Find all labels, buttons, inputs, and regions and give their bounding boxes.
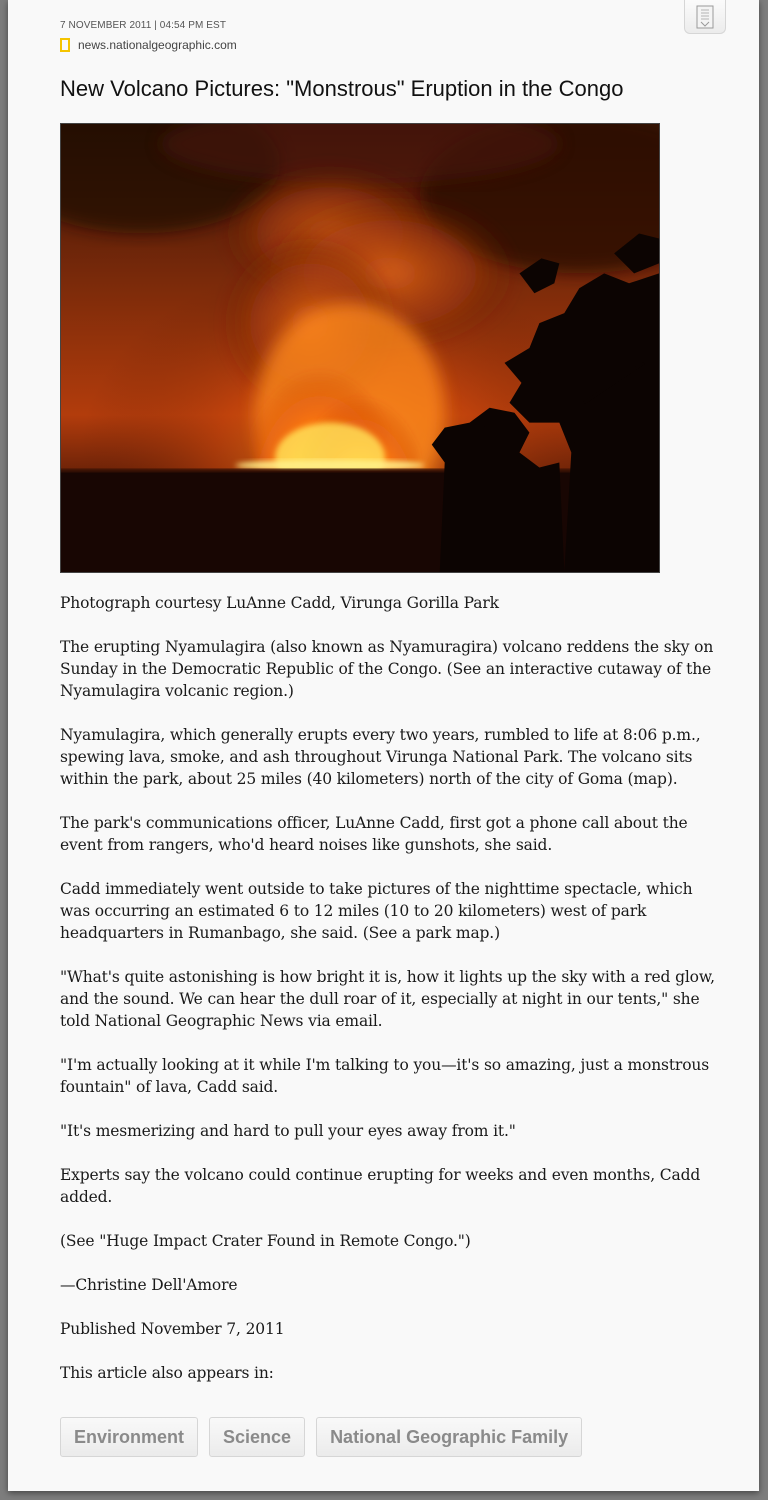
bookmark-icon	[696, 5, 714, 29]
paragraph: "It's mesmerizing and hard to pull your eyes away from it."	[60, 1122, 516, 1140]
paragraph: The park's communications officer, LuAnne Cadd, first got a phone call about the event from rangers, who'd heard noises like gunshots, she said.	[60, 814, 688, 854]
paragraph: "I'm actually looking at it while I'm talking to you—it's so amazing, just a monstrous fountain" of lava, Cadd said.	[60, 1056, 710, 1096]
author-byline: —Christine Dell'Amore	[60, 1276, 238, 1294]
paragraph: Nyamulagira, which generally erupts every two years, rumbled to life at 8:06 p.m., spewing lava, smoke, and ash throughout Virunga National Park. The volcano sits within the park, about 25 miles (40 kilometers) north of the city of Goma (map).	[60, 726, 701, 788]
nat-geo-logo-icon	[60, 38, 70, 52]
paragraph: "What's quite astonishing is how bright it is, how it lights up the sky with a red glow, and the sound. We can hear the dull roar of it, especially at night in our tents," she told National Geographic News via email.	[60, 968, 715, 1030]
reader-page	[8, 0, 759, 1491]
dateline: 7 NOVEMBER 2011 | 04:54 PM EST	[60, 20, 227, 31]
paragraph: Cadd immediately went outside to take pictures of the nighttime spectacle, which was occurring an estimated 6 to 12 miles (10 to 20 kilometers) west of park headquarters in Rumanbago, she said. (See a park map.)	[60, 880, 693, 942]
paragraph: (See "Huge Impact Crater Found in Remote Congo.")	[60, 1232, 471, 1250]
also-appears-label: This article also appears in:	[60, 1364, 274, 1382]
article-title: New Volcano Pictures: "Monstrous" Eruption in the Congo	[60, 76, 624, 101]
eruption-photo	[60, 123, 660, 573]
paragraph: The erupting Nyamulagira (also known as Nyamuragira) volcano reddens the sky on Sunday in the Democratic Republic of the Congo. (See an interactive cutaway of the Nyamulagira volcanic region.)	[60, 638, 714, 700]
source-link[interactable]	[60, 38, 237, 52]
tag-science[interactable]: Science	[209, 1417, 305, 1457]
tag-environment[interactable]: Environment	[60, 1417, 198, 1457]
published-date: Published November 7, 2011	[60, 1320, 285, 1338]
article-body	[60, 592, 715, 1406]
bookmark-button[interactable]	[684, 0, 726, 34]
photo-credit: Photograph courtesy LuAnne Cadd, Virunga Gorilla Park	[60, 594, 499, 612]
paragraph: Experts say the volcano could continue erupting for weeks and even months, Cadd added.	[60, 1166, 701, 1206]
source-domain: news.nationalgeographic.com	[78, 38, 237, 52]
tag-national-geographic-family[interactable]: National Geographic Family	[316, 1417, 582, 1457]
topic-tags	[60, 1417, 582, 1457]
